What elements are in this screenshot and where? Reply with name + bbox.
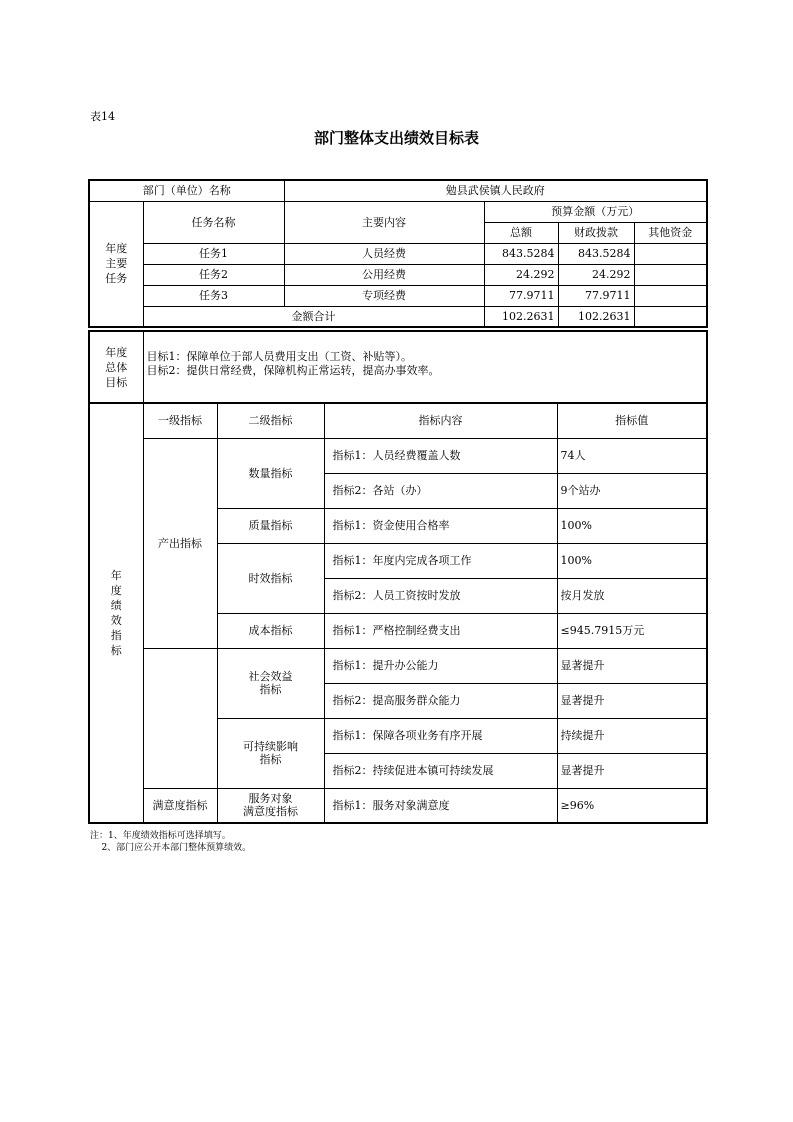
indicator-content: 指标1：严格控制经费支出	[324, 613, 557, 648]
indicators-label	[89, 403, 143, 823]
service-satisfaction-indicator	[217, 788, 324, 823]
task-fiscal: 77.9711	[558, 285, 634, 306]
task-content: 公用经费	[284, 264, 484, 285]
table-label: 表14	[90, 110, 115, 123]
col-fiscal: 财政拨款	[558, 222, 634, 243]
sustainability-indicator	[217, 718, 324, 788]
dept-value: 勉县武侯镇人民政府	[284, 180, 707, 201]
overall-goals-label	[89, 331, 143, 403]
social-benefit-indicator	[217, 648, 324, 718]
indicator-value: 100%	[557, 508, 707, 543]
satisfaction-indicator: 满意度指标	[143, 788, 217, 823]
indicator-content: 指标1：提升办公能力	[324, 648, 557, 683]
sum-label: 金额合计	[143, 306, 484, 327]
annual-tasks-label-text: 年度 主要 任务	[105, 242, 128, 286]
timeliness-indicator: 时效指标	[217, 543, 324, 613]
task-other	[634, 285, 707, 306]
dept-label: 部门（单位）名称	[89, 180, 284, 201]
quality-indicator: 质量指标	[217, 508, 324, 543]
indicator-content: 指标2：人员工资按时发放	[324, 578, 557, 613]
indicator-value: 显著提升	[557, 753, 707, 788]
table-row	[89, 438, 707, 473]
indicator-value: 持续提升	[557, 718, 707, 753]
indicator-content: 指标1：资金使用合格率	[324, 508, 557, 543]
col-indicator-value: 指标值	[557, 403, 707, 438]
task-name: 任务3	[143, 285, 284, 306]
task-name: 任务2	[143, 264, 284, 285]
indicator-value: 9个站办	[557, 473, 707, 508]
annual-tasks-label	[89, 201, 143, 327]
effect-indicator-blank	[143, 648, 217, 788]
goals-table	[88, 330, 708, 404]
indicator-value: 显著提升	[557, 683, 707, 718]
table-row	[89, 648, 707, 683]
indicator-content: 指标2：各站（办）	[324, 473, 557, 508]
cost-indicator: 成本指标	[217, 613, 324, 648]
sum-row	[89, 306, 707, 327]
indicator-content: 指标1：服务对象满意度	[324, 788, 557, 823]
indicator-value: 显著提升	[557, 648, 707, 683]
footnote-2: 2、部门应公开本部门整体预算绩效。	[90, 843, 252, 853]
task-fiscal: 24.292	[558, 264, 634, 285]
sum-fiscal: 102.2631	[558, 306, 634, 327]
table-row	[89, 264, 707, 285]
table-row	[89, 788, 707, 823]
col-level2: 二级指标	[217, 403, 324, 438]
page-title: 部门整体支出绩效目标表	[313, 129, 479, 147]
task-name: 任务1	[143, 243, 284, 264]
footnote-1: 注：1、年度绩效指标可选择填写。	[90, 831, 231, 841]
task-total: 77.9711	[484, 285, 558, 306]
goal-1: 目标1：保障单位于部人员费用支出（工资、补贴等）。	[146, 350, 412, 363]
tasks-table	[88, 179, 708, 328]
output-indicator: 产出指标	[143, 438, 217, 648]
indicator-value: ≥96%	[557, 788, 707, 823]
col-other: 其他资金	[634, 222, 707, 243]
sustainability-label: 可持续影响 指标	[243, 740, 298, 766]
quantity-indicator: 数量指标	[217, 438, 324, 508]
task-other	[634, 264, 707, 285]
col-budget: 预算金额（万元）	[484, 201, 707, 222]
col-total: 总额	[484, 222, 558, 243]
table-row	[89, 285, 707, 306]
indicator-value: ≤945.7915万元	[557, 613, 707, 648]
indicator-content: 指标1：人员经费覆盖人数	[324, 438, 557, 473]
indicator-value: 74人	[557, 438, 707, 473]
overall-goals-label-text: 年度 总体 目标	[105, 345, 128, 389]
table-row	[89, 243, 707, 264]
indicator-content: 指标2：持续促进本镇可持续发展	[324, 753, 557, 788]
task-total: 843.5284	[484, 243, 558, 264]
indicator-content: 指标2：提高服务群众能力	[324, 683, 557, 718]
indicator-content: 指标1：年度内完成各项工作	[324, 543, 557, 578]
task-fiscal: 843.5284	[558, 243, 634, 264]
goal-2: 目标2：提供日常经费，保障机构正常运转，提高办事效率。	[146, 364, 440, 377]
task-content: 专项经费	[284, 285, 484, 306]
task-other	[634, 243, 707, 264]
task-content: 人员经费	[284, 243, 484, 264]
col-indicator-content: 指标内容	[324, 403, 557, 438]
sum-other	[634, 306, 707, 327]
task-total: 24.292	[484, 264, 558, 285]
indicators-label-text: 年 度 绩 效 指 标	[110, 569, 122, 657]
service-satisfaction-label: 服务对象 满意度指标	[243, 792, 298, 819]
indicators-table	[88, 402, 708, 824]
col-main-content: 主要内容	[284, 201, 484, 243]
sum-total: 102.2631	[484, 306, 558, 327]
overall-goals-content	[143, 331, 707, 403]
col-task-name: 任务名称	[143, 201, 284, 243]
col-level1: 一级指标	[143, 403, 217, 438]
social-benefit-label: 社会效益 指标	[248, 670, 293, 696]
indicator-value: 按月发放	[557, 578, 707, 613]
footnotes	[90, 830, 251, 854]
indicator-value: 100%	[557, 543, 707, 578]
indicator-content: 指标1：保障各项业务有序开展	[324, 718, 557, 753]
